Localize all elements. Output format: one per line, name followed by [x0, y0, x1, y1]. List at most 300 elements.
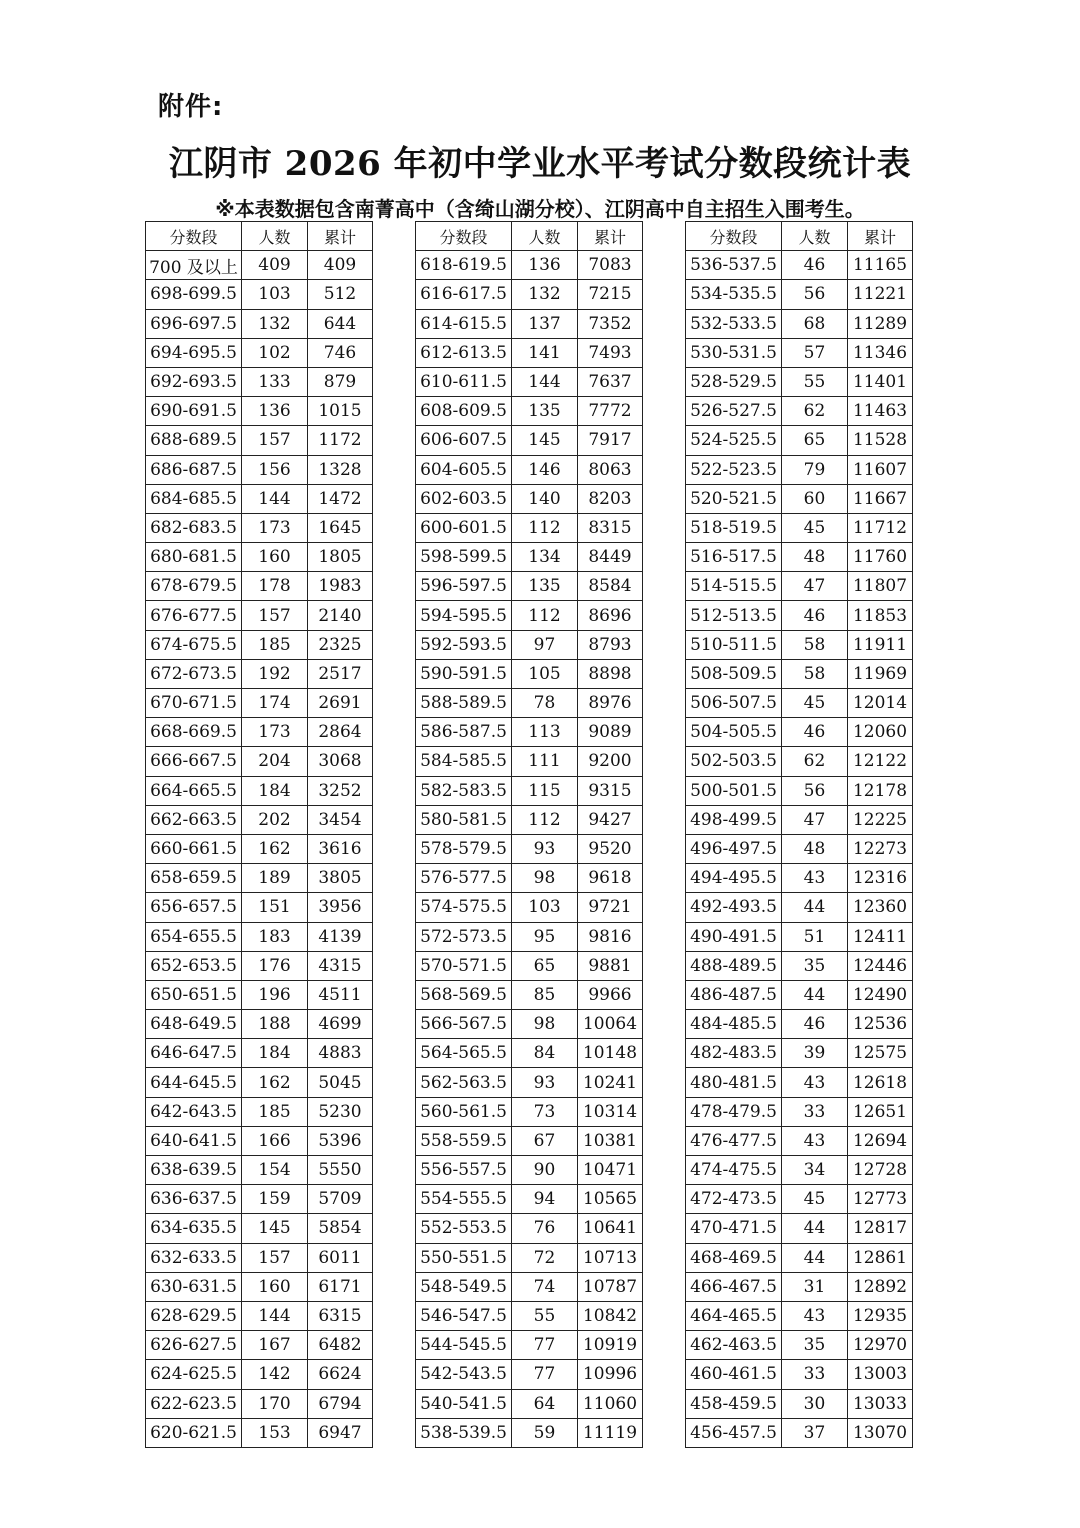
cell-score-range: 528-529.5 [686, 367, 782, 396]
table-row [146, 1389, 373, 1418]
cell-cumulative: 12225 [848, 805, 913, 834]
cell-cumulative: 11060 [578, 1389, 643, 1418]
cell-count: 44 [782, 1243, 848, 1272]
cell-cumulative: 7215 [578, 280, 643, 309]
cell-count: 48 [782, 834, 848, 863]
cell-count: 157 [242, 426, 308, 455]
cell-cumulative: 12316 [848, 864, 913, 893]
cell-cumulative: 8793 [578, 630, 643, 659]
table-row [416, 513, 643, 542]
table-row [146, 1272, 373, 1301]
table-row [416, 893, 643, 922]
table-row [686, 951, 913, 980]
cell-cumulative: 9966 [578, 980, 643, 1009]
table-row [416, 630, 643, 659]
table-row [416, 1360, 643, 1389]
page-title: 江阴市 2026 年初中学业水平考试分数段统计表 [168, 144, 912, 184]
cell-count: 162 [242, 834, 308, 863]
table-row [416, 922, 643, 951]
cell-cumulative: 12935 [848, 1301, 913, 1330]
cell-score-range: 552-553.5 [416, 1214, 512, 1243]
cell-count: 98 [512, 864, 578, 893]
table-row [416, 338, 643, 367]
cell-count: 115 [512, 776, 578, 805]
cell-cumulative: 8449 [578, 543, 643, 572]
cell-cumulative: 3252 [308, 776, 373, 805]
cell-count: 185 [242, 1097, 308, 1126]
cell-cumulative: 11401 [848, 367, 913, 396]
cell-count: 72 [512, 1243, 578, 1272]
table-row [146, 280, 373, 309]
cell-count: 184 [242, 1039, 308, 1068]
cell-score-range: 628-629.5 [146, 1301, 242, 1330]
cell-count: 77 [512, 1331, 578, 1360]
cell-cumulative: 8315 [578, 513, 643, 542]
cell-count: 153 [242, 1418, 308, 1447]
cell-cumulative: 12728 [848, 1156, 913, 1185]
column-header-cumulative: 累计 [848, 222, 913, 251]
cell-cumulative: 1015 [308, 397, 373, 426]
attachment-label: 附件: [158, 92, 224, 122]
cell-cumulative: 11969 [848, 659, 913, 688]
cell-score-range: 620-621.5 [146, 1418, 242, 1447]
table-row [146, 1331, 373, 1360]
cell-cumulative: 5230 [308, 1097, 373, 1126]
cell-cumulative: 2325 [308, 630, 373, 659]
cell-cumulative: 644 [308, 309, 373, 338]
cell-cumulative: 12970 [848, 1331, 913, 1360]
table-row [146, 689, 373, 718]
cell-cumulative: 7917 [578, 426, 643, 455]
cell-count: 34 [782, 1156, 848, 1185]
cell-count: 159 [242, 1185, 308, 1214]
cell-score-range: 548-549.5 [416, 1272, 512, 1301]
table-row [686, 980, 913, 1009]
table-row [686, 1214, 913, 1243]
cell-score-range: 518-519.5 [686, 513, 782, 542]
cell-cumulative: 9721 [578, 893, 643, 922]
table-row [686, 397, 913, 426]
cell-count: 162 [242, 1068, 308, 1097]
table-row [416, 280, 643, 309]
cell-count: 409 [242, 251, 308, 280]
table-row [416, 1039, 643, 1068]
table-row [146, 630, 373, 659]
cell-count: 185 [242, 630, 308, 659]
table-note: ※本表数据包含南菁高中（含绮山湖分校）、江阴高中自主招生入围考生。 [215, 197, 865, 221]
cell-count: 174 [242, 689, 308, 718]
table-row [416, 776, 643, 805]
column-header-cumulative: 累计 [578, 222, 643, 251]
cell-score-range: 460-461.5 [686, 1360, 782, 1389]
cell-cumulative: 10842 [578, 1301, 643, 1330]
cell-cumulative: 1328 [308, 455, 373, 484]
cell-count: 196 [242, 980, 308, 1009]
cell-cumulative: 5045 [308, 1068, 373, 1097]
table-row [146, 659, 373, 688]
cell-cumulative: 3805 [308, 864, 373, 893]
cell-cumulative: 4699 [308, 1010, 373, 1039]
cell-count: 73 [512, 1097, 578, 1126]
table-row [686, 1301, 913, 1330]
column-header-score-range: 分数段 [416, 222, 512, 251]
cell-cumulative: 10787 [578, 1272, 643, 1301]
table-row [686, 426, 913, 455]
cell-count: 47 [782, 572, 848, 601]
cell-cumulative: 1645 [308, 513, 373, 542]
cell-count: 167 [242, 1331, 308, 1360]
table-row [416, 864, 643, 893]
cell-count: 144 [512, 367, 578, 396]
cell-count: 44 [782, 980, 848, 1009]
cell-count: 45 [782, 513, 848, 542]
cell-cumulative: 4511 [308, 980, 373, 1009]
cell-count: 113 [512, 718, 578, 747]
cell-score-range: 478-479.5 [686, 1097, 782, 1126]
cell-score-range: 472-473.5 [686, 1185, 782, 1214]
table-row [416, 572, 643, 601]
cell-count: 56 [782, 280, 848, 309]
cell-cumulative: 4883 [308, 1039, 373, 1068]
cell-score-range: 698-699.5 [146, 280, 242, 309]
column-header-score-range: 分数段 [146, 222, 242, 251]
column-header-count: 人数 [512, 222, 578, 251]
cell-cumulative: 12575 [848, 1039, 913, 1068]
cell-count: 98 [512, 1010, 578, 1039]
cell-score-range: 612-613.5 [416, 338, 512, 367]
table-row [146, 1010, 373, 1039]
cell-score-range: 594-595.5 [416, 601, 512, 630]
cell-count: 145 [512, 426, 578, 455]
cell-score-range: 536-537.5 [686, 251, 782, 280]
cell-count: 68 [782, 309, 848, 338]
cell-count: 43 [782, 1126, 848, 1155]
cell-score-range: 516-517.5 [686, 543, 782, 572]
cell-count: 95 [512, 922, 578, 951]
cell-score-range: 660-661.5 [146, 834, 242, 863]
cell-count: 46 [782, 251, 848, 280]
cell-score-range: 678-679.5 [146, 572, 242, 601]
cell-count: 64 [512, 1389, 578, 1418]
table-row [146, 1068, 373, 1097]
cell-cumulative: 3454 [308, 805, 373, 834]
table-row [416, 980, 643, 1009]
cell-count: 137 [512, 309, 578, 338]
table-row [686, 513, 913, 542]
cell-cumulative: 6171 [308, 1272, 373, 1301]
cell-score-range: 458-459.5 [686, 1389, 782, 1418]
table-row [686, 572, 913, 601]
table-row [416, 1389, 643, 1418]
cell-score-range: 632-633.5 [146, 1243, 242, 1272]
cell-cumulative: 12446 [848, 951, 913, 980]
table-row [686, 1156, 913, 1185]
cell-score-range: 462-463.5 [686, 1331, 782, 1360]
cell-score-range: 664-665.5 [146, 776, 242, 805]
cell-score-range: 506-507.5 [686, 689, 782, 718]
cell-cumulative: 12651 [848, 1097, 913, 1126]
cell-cumulative: 9881 [578, 951, 643, 980]
cell-cumulative: 2691 [308, 689, 373, 718]
cell-score-range: 566-567.5 [416, 1010, 512, 1039]
table-row [416, 397, 643, 426]
table-row [146, 805, 373, 834]
cell-score-range: 604-605.5 [416, 455, 512, 484]
cell-score-range: 588-589.5 [416, 689, 512, 718]
cell-count: 112 [512, 513, 578, 542]
cell-count: 156 [242, 455, 308, 484]
cell-score-range: 560-561.5 [416, 1097, 512, 1126]
cell-score-range: 564-565.5 [416, 1039, 512, 1068]
cell-score-range: 694-695.5 [146, 338, 242, 367]
table-row [686, 1331, 913, 1360]
cell-score-range: 680-681.5 [146, 543, 242, 572]
cell-cumulative: 11528 [848, 426, 913, 455]
table-row [146, 397, 373, 426]
cell-count: 204 [242, 747, 308, 776]
cell-count: 85 [512, 980, 578, 1009]
table-row [416, 1214, 643, 1243]
cell-score-range: 500-501.5 [686, 776, 782, 805]
cell-score-range: 644-645.5 [146, 1068, 242, 1097]
table-row [416, 367, 643, 396]
cell-cumulative: 13033 [848, 1389, 913, 1418]
cell-count: 188 [242, 1010, 308, 1039]
table-row [686, 1126, 913, 1155]
table-row [416, 251, 643, 280]
cell-score-range: 638-639.5 [146, 1156, 242, 1185]
cell-cumulative: 8898 [578, 659, 643, 688]
cell-count: 79 [782, 455, 848, 484]
cell-cumulative: 7493 [578, 338, 643, 367]
cell-score-range: 554-555.5 [416, 1185, 512, 1214]
cell-count: 65 [512, 951, 578, 980]
table-row [146, 1185, 373, 1214]
cell-cumulative: 6011 [308, 1243, 373, 1272]
cell-count: 33 [782, 1097, 848, 1126]
table-row [416, 1272, 643, 1301]
cell-count: 46 [782, 718, 848, 747]
cell-cumulative: 12360 [848, 893, 913, 922]
table-header-row [416, 222, 643, 251]
cell-cumulative: 2864 [308, 718, 373, 747]
cell-count: 160 [242, 543, 308, 572]
cell-cumulative: 11712 [848, 513, 913, 542]
table-row [686, 718, 913, 747]
table-row [146, 572, 373, 601]
cell-cumulative: 10381 [578, 1126, 643, 1155]
cell-count: 67 [512, 1126, 578, 1155]
cell-count: 135 [512, 572, 578, 601]
cell-count: 189 [242, 864, 308, 893]
table-row [686, 1418, 913, 1447]
table-row [686, 893, 913, 922]
cell-count: 202 [242, 805, 308, 834]
cell-score-range: 652-653.5 [146, 951, 242, 980]
cell-score-range: 514-515.5 [686, 572, 782, 601]
cell-cumulative: 1805 [308, 543, 373, 572]
cell-score-range: 502-503.5 [686, 747, 782, 776]
table-row [416, 1243, 643, 1272]
cell-count: 37 [782, 1418, 848, 1447]
cell-cumulative: 11165 [848, 251, 913, 280]
cell-cumulative: 6794 [308, 1389, 373, 1418]
cell-score-range: 672-673.5 [146, 659, 242, 688]
table-row [146, 455, 373, 484]
cell-count: 93 [512, 1068, 578, 1097]
cell-cumulative: 12122 [848, 747, 913, 776]
table-row [686, 776, 913, 805]
table-row [416, 834, 643, 863]
cell-cumulative: 11463 [848, 397, 913, 426]
table-row [686, 834, 913, 863]
cell-count: 93 [512, 834, 578, 863]
cell-count: 90 [512, 1156, 578, 1185]
cell-cumulative: 5396 [308, 1126, 373, 1155]
cell-cumulative: 12892 [848, 1272, 913, 1301]
cell-count: 58 [782, 659, 848, 688]
table-row [146, 1243, 373, 1272]
cell-score-range: 570-571.5 [416, 951, 512, 980]
cell-count: 134 [512, 543, 578, 572]
cell-score-range: 562-563.5 [416, 1068, 512, 1097]
cell-cumulative: 3616 [308, 834, 373, 863]
cell-score-range: 538-539.5 [416, 1418, 512, 1447]
cell-score-range: 622-623.5 [146, 1389, 242, 1418]
cell-count: 183 [242, 922, 308, 951]
cell-count: 178 [242, 572, 308, 601]
cell-score-range: 592-593.5 [416, 630, 512, 659]
table-row [686, 280, 913, 309]
cell-cumulative: 5550 [308, 1156, 373, 1185]
cell-score-range: 642-643.5 [146, 1097, 242, 1126]
table-row [146, 367, 373, 396]
cell-cumulative: 7637 [578, 367, 643, 396]
cell-score-range: 692-693.5 [146, 367, 242, 396]
cell-score-range: 494-495.5 [686, 864, 782, 893]
table-row [686, 1097, 913, 1126]
cell-count: 35 [782, 1331, 848, 1360]
cell-score-range: 614-615.5 [416, 309, 512, 338]
cell-cumulative: 11289 [848, 309, 913, 338]
cell-count: 103 [242, 280, 308, 309]
cell-cumulative: 3068 [308, 747, 373, 776]
cell-score-range: 546-547.5 [416, 1301, 512, 1330]
cell-cumulative: 10064 [578, 1010, 643, 1039]
cell-score-range: 584-585.5 [416, 747, 512, 776]
cell-score-range: 498-499.5 [686, 805, 782, 834]
cell-cumulative: 11853 [848, 601, 913, 630]
table-row [146, 893, 373, 922]
cell-score-range: 682-683.5 [146, 513, 242, 542]
table-row [686, 601, 913, 630]
cell-count: 46 [782, 601, 848, 630]
table-row [416, 951, 643, 980]
cell-cumulative: 9315 [578, 776, 643, 805]
cell-score-range: 658-659.5 [146, 864, 242, 893]
table-row [686, 922, 913, 951]
cell-count: 45 [782, 1185, 848, 1214]
table-row [416, 659, 643, 688]
cell-cumulative: 10314 [578, 1097, 643, 1126]
cell-count: 105 [512, 659, 578, 688]
table-row [416, 1068, 643, 1097]
cell-score-range: 464-465.5 [686, 1301, 782, 1330]
table-row [146, 338, 373, 367]
cell-count: 144 [242, 1301, 308, 1330]
cell-count: 45 [782, 689, 848, 718]
table-row [146, 980, 373, 1009]
cell-score-range: 542-543.5 [416, 1360, 512, 1389]
cell-count: 48 [782, 543, 848, 572]
cell-score-range: 618-619.5 [416, 251, 512, 280]
cell-score-range: 488-489.5 [686, 951, 782, 980]
cell-cumulative: 8584 [578, 572, 643, 601]
cell-cumulative: 7083 [578, 251, 643, 280]
cell-count: 146 [512, 455, 578, 484]
cell-score-range: 456-457.5 [686, 1418, 782, 1447]
cell-score-range: 650-651.5 [146, 980, 242, 1009]
table-row [416, 309, 643, 338]
table-row [686, 1243, 913, 1272]
cell-cumulative: 409 [308, 251, 373, 280]
cell-cumulative: 11221 [848, 280, 913, 309]
table-row [686, 1039, 913, 1068]
table-row [146, 1156, 373, 1185]
cell-cumulative: 7352 [578, 309, 643, 338]
table-row [416, 543, 643, 572]
cell-score-range: 540-541.5 [416, 1389, 512, 1418]
cell-score-range: 666-667.5 [146, 747, 242, 776]
cell-score-range: 630-631.5 [146, 1272, 242, 1301]
cell-score-range: 674-675.5 [146, 630, 242, 659]
cell-score-range: 668-669.5 [146, 718, 242, 747]
table-row [686, 1389, 913, 1418]
cell-score-range: 640-641.5 [146, 1126, 242, 1155]
table-row [146, 1097, 373, 1126]
cell-count: 62 [782, 397, 848, 426]
table-row [686, 864, 913, 893]
cell-score-range: 484-485.5 [686, 1010, 782, 1039]
cell-count: 39 [782, 1039, 848, 1068]
cell-score-range: 544-545.5 [416, 1331, 512, 1360]
table-row [416, 1010, 643, 1039]
cell-score-range: 508-509.5 [686, 659, 782, 688]
cell-cumulative: 7772 [578, 397, 643, 426]
cell-score-range: 532-533.5 [686, 309, 782, 338]
table-row [146, 484, 373, 513]
table-row [416, 1126, 643, 1155]
cell-score-range: 648-649.5 [146, 1010, 242, 1039]
cell-cumulative: 6315 [308, 1301, 373, 1330]
cell-count: 112 [512, 601, 578, 630]
cell-score-range: 490-491.5 [686, 922, 782, 951]
table-row [686, 1360, 913, 1389]
cell-score-range: 492-493.5 [686, 893, 782, 922]
cell-score-range: 568-569.5 [416, 980, 512, 1009]
cell-count: 136 [242, 397, 308, 426]
cell-cumulative: 9618 [578, 864, 643, 893]
cell-count: 192 [242, 659, 308, 688]
cell-cumulative: 12490 [848, 980, 913, 1009]
cell-score-range: 550-551.5 [416, 1243, 512, 1272]
cell-score-range: 470-471.5 [686, 1214, 782, 1243]
cell-cumulative: 5854 [308, 1214, 373, 1243]
score-table-2 [415, 221, 643, 1448]
table-row [416, 689, 643, 718]
cell-cumulative: 5709 [308, 1185, 373, 1214]
cell-count: 33 [782, 1360, 848, 1389]
